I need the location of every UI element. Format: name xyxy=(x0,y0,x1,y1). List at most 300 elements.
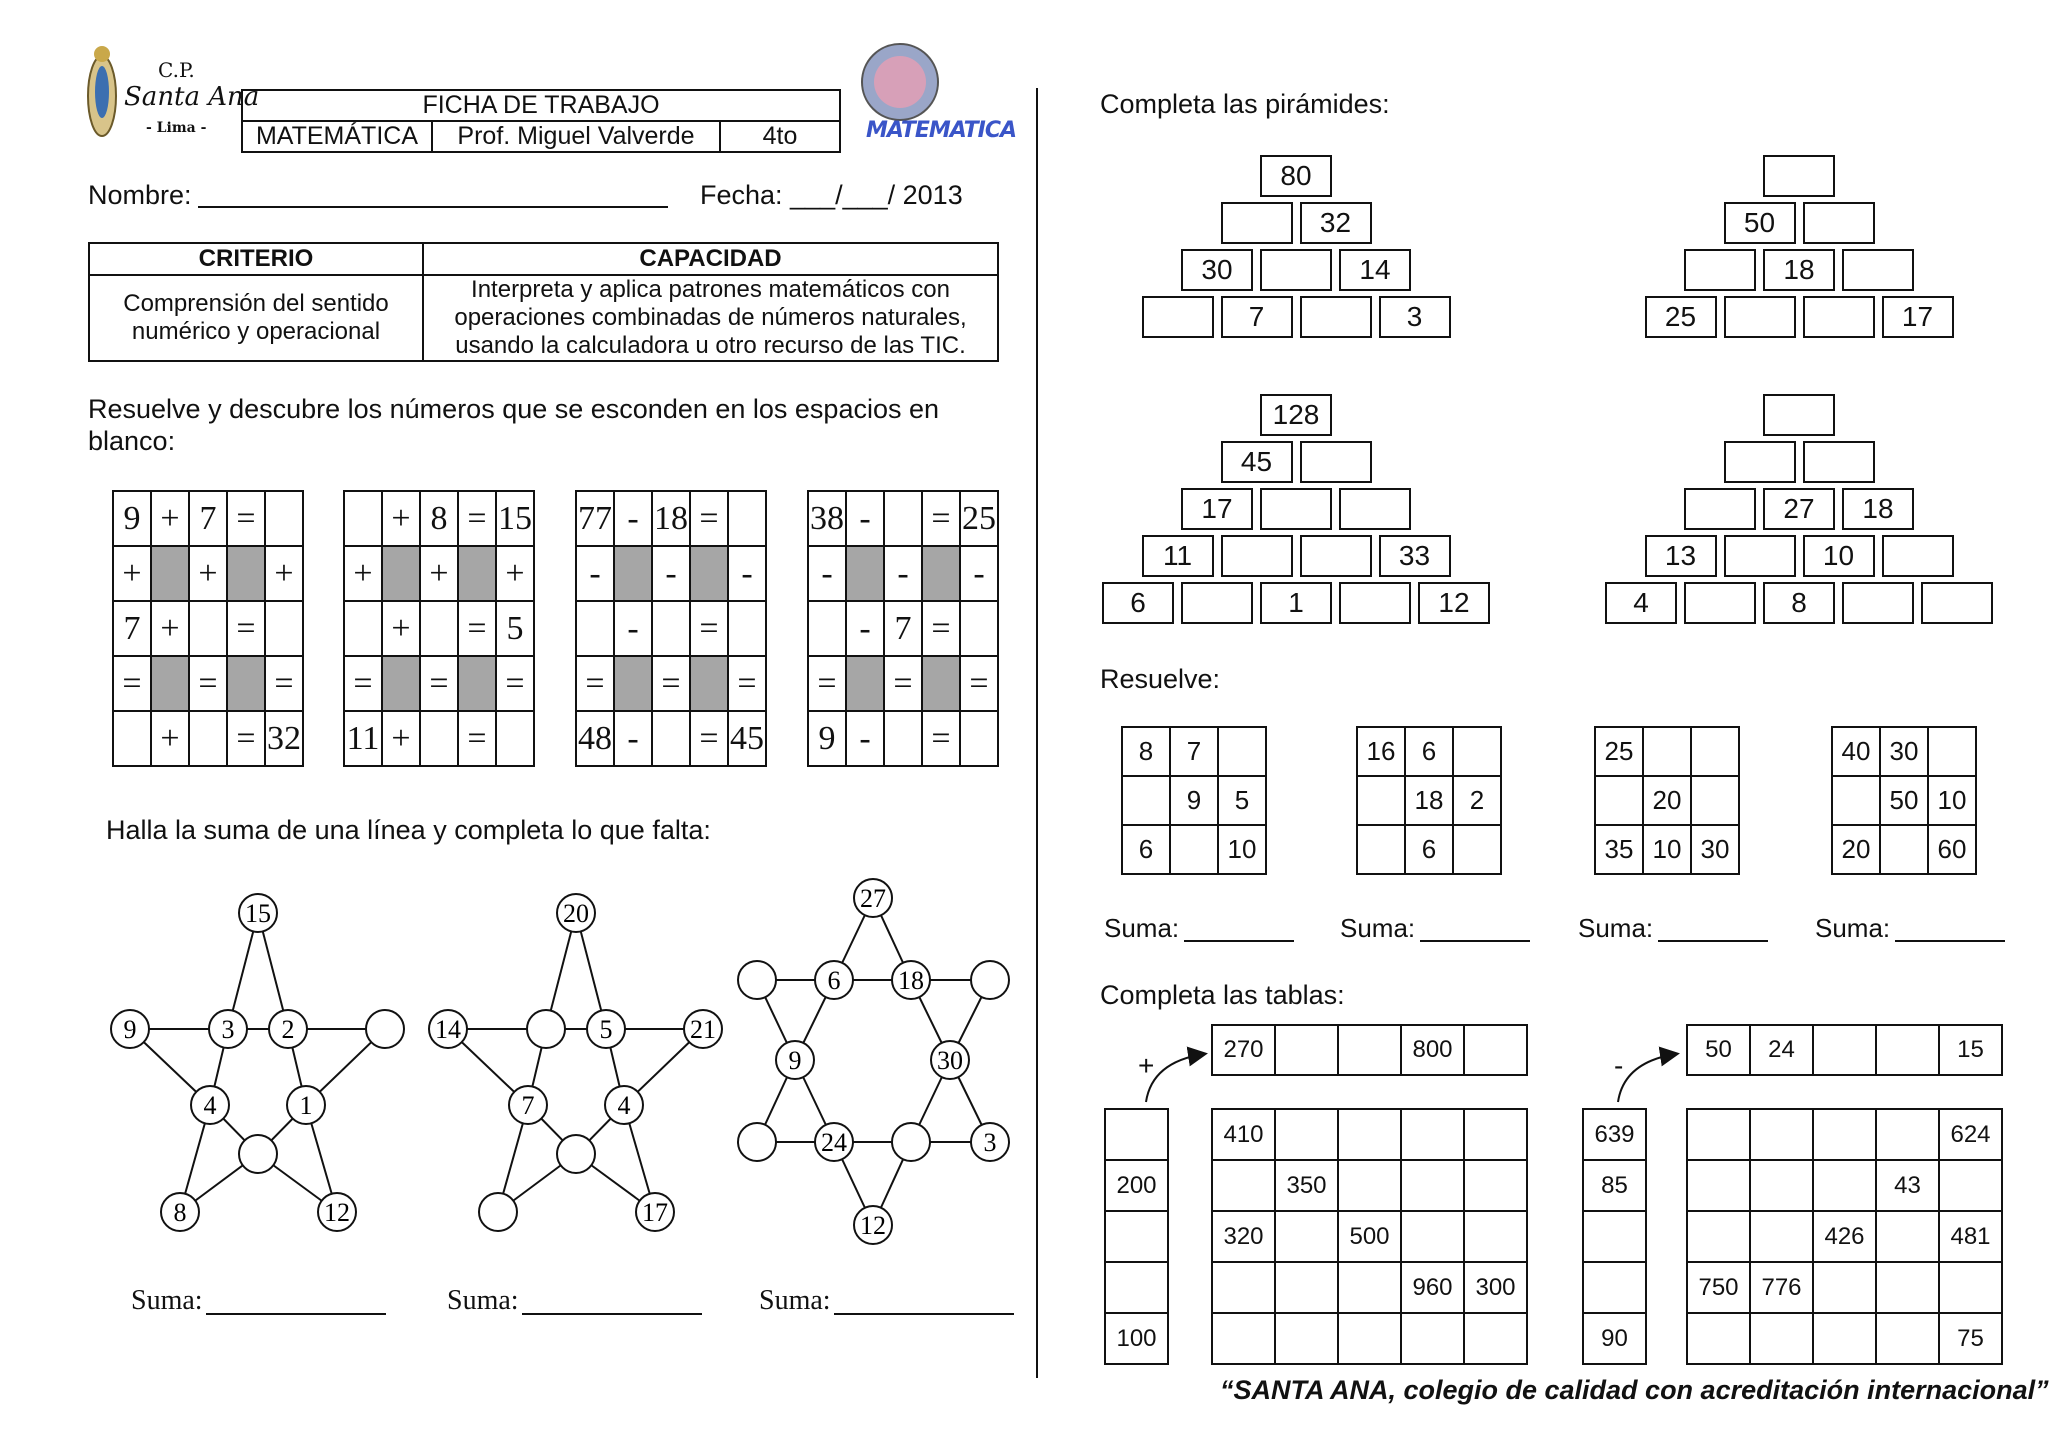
math-logo xyxy=(856,40,1017,150)
grid-cell: = xyxy=(922,711,960,766)
star1-node-label: 12 xyxy=(324,1198,350,1227)
grid-shaded-cell xyxy=(614,656,652,711)
grid-cell: = xyxy=(576,656,614,711)
pyramid-4-brick: 4 xyxy=(1605,582,1677,624)
grid-blank-cell[interactable] xyxy=(652,601,690,656)
grid-blank-cell[interactable] xyxy=(189,711,227,766)
name-label: Nombre: xyxy=(88,180,192,210)
grid-blank-cell[interactable] xyxy=(728,601,766,656)
grid-cell: = xyxy=(227,491,265,546)
grid-cell: - xyxy=(846,711,884,766)
grid-cell: - xyxy=(808,546,846,601)
pyramid-1-brick[interactable] xyxy=(1142,296,1214,338)
square-blank-cell[interactable] xyxy=(1691,727,1739,776)
star2-node-label: 4 xyxy=(617,1091,631,1120)
table2-blank-cell[interactable] xyxy=(1939,1160,2002,1211)
table2-blank-cell[interactable] xyxy=(1583,1262,1646,1313)
table1-blank-cell[interactable] xyxy=(1464,1160,1527,1211)
table2-blank-cell[interactable] xyxy=(1876,1025,1939,1075)
square-blank-cell[interactable] xyxy=(1170,825,1218,874)
square-1-sum-label: Suma: xyxy=(1104,913,1180,943)
star2-node[interactable] xyxy=(557,1135,595,1173)
logo-text-city: - Lima - xyxy=(146,120,207,136)
table1-header-cell: 270 xyxy=(1212,1025,1275,1075)
grid-blank-cell[interactable] xyxy=(344,491,382,546)
square-blank-cell[interactable] xyxy=(1643,727,1691,776)
table2-left-column xyxy=(1582,1108,1647,1365)
grid-shaded-cell xyxy=(151,656,189,711)
section5-instruction: Completa las tablas: xyxy=(1100,980,1345,1010)
square-cell: 5 xyxy=(1218,776,1266,825)
criteria-col2-header: CAPACIDAD xyxy=(423,243,998,275)
star3-node[interactable] xyxy=(971,961,1009,999)
table1-blank-cell[interactable] xyxy=(1464,1211,1527,1262)
logo-text-name: Santa Ana xyxy=(124,82,260,112)
section2-instruction: Halla la suma de una línea y completa lo que falta: xyxy=(106,815,711,845)
school-logo xyxy=(80,30,260,150)
grid-cell: - xyxy=(614,711,652,766)
table1-cell: 410 xyxy=(1212,1109,1275,1160)
grid-blank-cell[interactable] xyxy=(960,711,998,766)
square-blank-cell[interactable] xyxy=(1691,776,1739,825)
table1-blank-cell[interactable] xyxy=(1338,1262,1401,1313)
star3-sum-field[interactable] xyxy=(834,1313,1014,1315)
table1-blank-cell[interactable] xyxy=(1105,1262,1168,1313)
pyramid-3-brick[interactable] xyxy=(1181,582,1253,624)
square-blank-cell[interactable] xyxy=(1928,727,1976,776)
square-cell: 40 xyxy=(1832,727,1880,776)
square-blank-cell[interactable] xyxy=(1122,776,1170,825)
pyramid-3-brick: 6 xyxy=(1102,582,1174,624)
square-2-sum-label: Suma: xyxy=(1340,913,1416,943)
star1-node-label: 4 xyxy=(203,1091,217,1120)
table1-blank-cell[interactable] xyxy=(1338,1160,1401,1211)
grid-shaded-cell xyxy=(922,546,960,601)
pyramid-4-brick[interactable] xyxy=(1763,394,1835,436)
square-cell: 6 xyxy=(1405,727,1453,776)
grid-blank-cell[interactable] xyxy=(884,711,922,766)
grid-cell: + xyxy=(420,546,458,601)
grid-shaded-cell xyxy=(227,656,265,711)
star1-sum-field[interactable] xyxy=(206,1313,386,1315)
arithmetic-grid-2 xyxy=(343,490,535,767)
grid-shaded-cell xyxy=(846,656,884,711)
grid-cell: 18 xyxy=(652,491,690,546)
table1-cell: 500 xyxy=(1338,1211,1401,1262)
pyramid-2-brick[interactable] xyxy=(1842,249,1914,291)
table2-operator: - xyxy=(1614,1050,1624,1081)
footer-motto: “SANTA ANA, colegio de calidad con acreditación internacional” xyxy=(1220,1375,2049,1405)
star1-node[interactable] xyxy=(366,1010,404,1048)
pyramid-4-brick[interactable] xyxy=(1684,582,1756,624)
pyramid-4-brick: 10 xyxy=(1803,535,1875,577)
table1-blank-cell[interactable] xyxy=(1212,1160,1275,1211)
pyramid-1-brick: 30 xyxy=(1181,249,1253,291)
grid-shaded-cell xyxy=(458,656,496,711)
grid-cell: 32 xyxy=(265,711,303,766)
section3-instruction: Completa las pirámides: xyxy=(1100,89,1390,119)
grid-shaded-cell xyxy=(227,546,265,601)
table2-blank-cell[interactable] xyxy=(1876,1109,1939,1160)
table1-blank-cell[interactable] xyxy=(1401,1211,1464,1262)
table2-blank-cell[interactable] xyxy=(1687,1313,1750,1364)
grade-cell: 4to xyxy=(720,121,840,152)
criteria-table xyxy=(88,242,999,362)
square-cell: 30 xyxy=(1691,825,1739,874)
table1-blank-cell[interactable] xyxy=(1212,1262,1275,1313)
table1-blank-cell[interactable] xyxy=(1275,1262,1338,1313)
grid-cell: = xyxy=(458,711,496,766)
table1-blank-cell[interactable] xyxy=(1275,1313,1338,1364)
pyramid-3-brick: 1 xyxy=(1260,582,1332,624)
square-cell: 10 xyxy=(1643,825,1691,874)
square-cell: 25 xyxy=(1595,727,1643,776)
square-cell: 35 xyxy=(1595,825,1643,874)
grid-blank-cell[interactable] xyxy=(960,601,998,656)
grid-cell: + xyxy=(344,546,382,601)
grid-cell: = xyxy=(690,601,728,656)
table2-blank-cell[interactable] xyxy=(1687,1109,1750,1160)
pyramid-1-brick[interactable] xyxy=(1300,296,1372,338)
table2-blank-cell[interactable] xyxy=(1813,1160,1876,1211)
logo-text-cp: C.P. xyxy=(158,58,195,82)
table1-blank-cell[interactable] xyxy=(1464,1313,1527,1364)
star2-sum-field[interactable] xyxy=(522,1313,702,1315)
table2-header-cell: 15 xyxy=(1939,1025,2002,1075)
table1-blank-cell[interactable] xyxy=(1338,1025,1401,1075)
square-blank-cell[interactable] xyxy=(1880,825,1928,874)
grid-shaded-cell xyxy=(382,656,420,711)
star3-sum-label: Suma: xyxy=(759,1285,831,1316)
table2-blank-cell[interactable] xyxy=(1687,1160,1750,1211)
square-cell: 10 xyxy=(1928,776,1976,825)
star1-node-label: 9 xyxy=(123,1015,137,1044)
grid-cell: = xyxy=(227,711,265,766)
table2-blank-cell[interactable] xyxy=(1750,1160,1813,1211)
grid-blank-cell[interactable] xyxy=(265,491,303,546)
square-4-sum-label: Suma: xyxy=(1815,913,1891,943)
pyramid-1-brick[interactable] xyxy=(1221,202,1293,244)
grid-cell: - xyxy=(884,546,922,601)
pyramid-3-brick: 128 xyxy=(1260,394,1332,436)
star2-node-label: 14 xyxy=(435,1015,461,1044)
grid-blank-cell[interactable] xyxy=(265,601,303,656)
table1-body xyxy=(1211,1108,1528,1365)
pyramid-4-brick[interactable] xyxy=(1921,582,1993,624)
pyramid-4-brick[interactable] xyxy=(1724,441,1796,483)
grid-cell: + xyxy=(265,546,303,601)
table1-blank-cell[interactable] xyxy=(1275,1109,1338,1160)
table2-blank-cell[interactable] xyxy=(1813,1109,1876,1160)
table2-header-cell: 50 xyxy=(1687,1025,1750,1075)
star3-node[interactable] xyxy=(892,1123,930,1161)
star1-sum-label: Suma: xyxy=(131,1285,203,1316)
grid-cell: = xyxy=(113,656,151,711)
grid-cell: 38 xyxy=(808,491,846,546)
pyramid-4-brick: 8 xyxy=(1763,582,1835,624)
pyramid-1-brick: 3 xyxy=(1379,296,1451,338)
star2-node-label: 5 xyxy=(599,1015,613,1044)
grid-cell: = xyxy=(922,491,960,546)
table1-blank-cell[interactable] xyxy=(1105,1211,1168,1262)
table1-blank-cell[interactable] xyxy=(1338,1109,1401,1160)
square-1-sum-field[interactable] xyxy=(1184,940,1294,942)
square-cell: 7 xyxy=(1170,727,1218,776)
star1-node-label: 2 xyxy=(281,1015,295,1044)
table2-header-cell: 85 xyxy=(1583,1160,1646,1211)
table1-blank-cell[interactable] xyxy=(1464,1025,1527,1075)
grid-cell: 77 xyxy=(576,491,614,546)
table1-cell: 300 xyxy=(1464,1262,1527,1313)
pyramid-2-brick[interactable] xyxy=(1803,202,1875,244)
star2-node[interactable] xyxy=(527,1010,565,1048)
table2-cell: 426 xyxy=(1813,1211,1876,1262)
pyramid-1-brick: 80 xyxy=(1260,155,1332,197)
grid-cell: 11 xyxy=(344,711,382,766)
grid-cell: 5 xyxy=(496,601,534,656)
grid-cell: - xyxy=(728,546,766,601)
star1-node-label: 3 xyxy=(221,1015,235,1044)
grid-cell: 8 xyxy=(420,491,458,546)
grid-blank-cell[interactable] xyxy=(113,711,151,766)
pyramid-1-brick[interactable] xyxy=(1260,249,1332,291)
pyramid-3-brick[interactable] xyxy=(1339,582,1411,624)
grid-cell: 9 xyxy=(113,491,151,546)
table2-cell: 481 xyxy=(1939,1211,2002,1262)
table1-blank-cell[interactable] xyxy=(1275,1211,1338,1262)
table2-blank-cell[interactable] xyxy=(1876,1262,1939,1313)
square-blank-cell[interactable] xyxy=(1357,825,1405,874)
square-cell: 16 xyxy=(1357,727,1405,776)
grid-blank-cell[interactable] xyxy=(652,711,690,766)
pyramid-4-brick[interactable] xyxy=(1803,441,1875,483)
table2-blank-cell[interactable] xyxy=(1750,1109,1813,1160)
grid-cell: = xyxy=(420,656,458,711)
pyramid-3-brick: 11 xyxy=(1142,535,1214,577)
table2-blank-cell[interactable] xyxy=(1939,1262,2002,1313)
grid-blank-cell[interactable] xyxy=(808,601,846,656)
grid-blank-cell[interactable] xyxy=(420,601,458,656)
pyramid-3-brick[interactable] xyxy=(1339,488,1411,530)
grid-cell: = xyxy=(808,656,846,711)
pyramid-3-brick: 33 xyxy=(1379,535,1451,577)
table2-blank-cell[interactable] xyxy=(1813,1313,1876,1364)
table2-blank-cell[interactable] xyxy=(1750,1313,1813,1364)
pyramid-2-brick[interactable] xyxy=(1803,296,1875,338)
square-blank-cell[interactable] xyxy=(1832,776,1880,825)
grid-shaded-cell xyxy=(151,546,189,601)
date-label: Fecha: ___/___/ 2013 xyxy=(700,180,963,210)
table2-blank-cell[interactable] xyxy=(1813,1262,1876,1313)
grid-cell: 45 xyxy=(728,711,766,766)
pyramid-1-brick: 7 xyxy=(1221,296,1293,338)
square-blank-cell[interactable] xyxy=(1453,727,1501,776)
math-logo-text: MATEMATICA xyxy=(866,118,1017,143)
section4-instruction: Resuelve: xyxy=(1100,664,1221,694)
grid-cell: 7 xyxy=(189,491,227,546)
star1-node-label: 8 xyxy=(173,1198,187,1227)
square-cell: 2 xyxy=(1453,776,1501,825)
table2-blank-cell[interactable] xyxy=(1583,1211,1646,1262)
grid-cell: 25 xyxy=(960,491,998,546)
square-4-sum-field[interactable] xyxy=(1895,940,2005,942)
table1-cell: 350 xyxy=(1275,1160,1338,1211)
star3-node-label: 24 xyxy=(821,1128,847,1157)
square-3-sum-label: Suma: xyxy=(1578,913,1654,943)
square-cell: 50 xyxy=(1880,776,1928,825)
grid-blank-cell[interactable] xyxy=(884,491,922,546)
table1-left-column xyxy=(1104,1108,1169,1365)
table1-blank-cell[interactable] xyxy=(1401,1313,1464,1364)
grid-blank-cell[interactable] xyxy=(420,711,458,766)
grid-cell: - xyxy=(846,491,884,546)
pyramid-4-brick: 13 xyxy=(1645,535,1717,577)
table2-cell: 43 xyxy=(1876,1160,1939,1211)
grid-cell: = xyxy=(960,656,998,711)
section1-instruction: Resuelve y descubre los números que se esconden en los espacios en blanco: xyxy=(88,394,940,456)
square-2-sum-field[interactable] xyxy=(1420,940,1530,942)
magic-square-3 xyxy=(1594,726,1740,875)
grid-shaded-cell xyxy=(690,546,728,601)
pyramid-3-brick[interactable] xyxy=(1300,441,1372,483)
grid-cell: + xyxy=(151,601,189,656)
pyramid-3-brick: 17 xyxy=(1181,488,1253,530)
star1-node[interactable] xyxy=(239,1135,277,1173)
table1-blank-cell[interactable] xyxy=(1338,1313,1401,1364)
pyramid-3-brick: 12 xyxy=(1418,582,1490,624)
star3-node-label: 12 xyxy=(860,1211,886,1240)
table1-blank-cell[interactable] xyxy=(1275,1025,1338,1075)
grid-blank-cell[interactable] xyxy=(728,491,766,546)
grid-cell: = xyxy=(652,656,690,711)
table1-blank-cell[interactable] xyxy=(1401,1160,1464,1211)
table2-cell: 776 xyxy=(1750,1262,1813,1313)
grid-cell: = xyxy=(458,491,496,546)
criteria-col2-text: Interpreta y aplica patrones matemáticos con operaciones combinadas de números naturales, usando la calculadora u otro recurso de las TIC. xyxy=(423,275,998,361)
criteria-col1-text: Comprensión del sentido numérico y operacional xyxy=(89,275,423,361)
grid-cell: = xyxy=(884,656,922,711)
table2-body xyxy=(1686,1108,2003,1365)
star2-node-label: 20 xyxy=(563,899,589,928)
arrow-icon xyxy=(1146,1054,1204,1102)
arrow-icon xyxy=(1618,1054,1676,1102)
worksheet-header-table xyxy=(241,89,841,153)
pyramid-4-brick: 27 xyxy=(1763,488,1835,530)
table1-operator: + xyxy=(1138,1050,1155,1081)
table1-blank-cell[interactable] xyxy=(1464,1109,1527,1160)
grid-blank-cell[interactable] xyxy=(344,601,382,656)
square-blank-cell[interactable] xyxy=(1595,776,1643,825)
star3-node[interactable] xyxy=(738,1123,776,1161)
table1-blank-cell[interactable] xyxy=(1105,1109,1168,1160)
pyramid-4-brick[interactable] xyxy=(1882,535,1954,577)
square-cell: 6 xyxy=(1122,825,1170,874)
square-blank-cell[interactable] xyxy=(1218,727,1266,776)
table2-cell: 75 xyxy=(1939,1313,2002,1364)
table2-blank-cell[interactable] xyxy=(1813,1025,1876,1075)
grid-blank-cell[interactable] xyxy=(576,601,614,656)
grid-shaded-cell xyxy=(382,546,420,601)
grid-blank-cell[interactable] xyxy=(496,711,534,766)
grid-cell: - xyxy=(614,601,652,656)
table1-header-cell: 100 xyxy=(1105,1313,1168,1364)
pyramid-3-brick[interactable] xyxy=(1221,535,1293,577)
pyramid-1-brick: 32 xyxy=(1300,202,1372,244)
square-cell: 9 xyxy=(1170,776,1218,825)
grid-cell: + xyxy=(496,546,534,601)
grid-shaded-cell xyxy=(922,656,960,711)
square-cell: 6 xyxy=(1405,825,1453,874)
table2-blank-cell[interactable] xyxy=(1687,1211,1750,1262)
grid-cell: 7 xyxy=(884,601,922,656)
grid-cell: - xyxy=(614,491,652,546)
square-blank-cell[interactable] xyxy=(1357,776,1405,825)
star2-node-label: 21 xyxy=(690,1015,716,1044)
star1-node-label: 15 xyxy=(245,899,271,928)
pyramid-2-brick[interactable] xyxy=(1684,249,1756,291)
pyramid-4-brick[interactable] xyxy=(1724,535,1796,577)
magic-square-2 xyxy=(1356,726,1502,875)
pyramid-3-brick[interactable] xyxy=(1300,535,1372,577)
table2-blank-cell[interactable] xyxy=(1750,1211,1813,1262)
pyramid-2-brick[interactable] xyxy=(1724,296,1796,338)
star2-node[interactable] xyxy=(479,1193,517,1231)
grid-cell: = xyxy=(265,656,303,711)
star2-node-label: 7 xyxy=(521,1091,535,1120)
grid-cell: + xyxy=(151,711,189,766)
grid-shaded-cell xyxy=(614,546,652,601)
square-blank-cell[interactable] xyxy=(1453,825,1501,874)
grid-cell: = xyxy=(344,656,382,711)
magic-square-4 xyxy=(1831,726,1977,875)
table2-blank-cell[interactable] xyxy=(1876,1313,1939,1364)
table2-header-cell: 24 xyxy=(1750,1025,1813,1075)
arithmetic-grid-3 xyxy=(575,490,767,767)
pyramid-3-brick: 45 xyxy=(1221,441,1293,483)
table2-blank-cell[interactable] xyxy=(1876,1211,1939,1262)
pyramid-4-brick[interactable] xyxy=(1684,488,1756,530)
square-cell: 8 xyxy=(1122,727,1170,776)
table1-blank-cell[interactable] xyxy=(1401,1109,1464,1160)
grid-cell: - xyxy=(652,546,690,601)
grid-cell: = xyxy=(690,491,728,546)
star3-node-label: 27 xyxy=(860,884,886,913)
page-divider xyxy=(1036,88,1038,1378)
star3-node-label: 30 xyxy=(937,1046,963,1075)
grid-cell: = xyxy=(458,601,496,656)
table1-cell: 320 xyxy=(1212,1211,1275,1262)
square-3-sum-field[interactable] xyxy=(1658,940,1768,942)
grid-cell: + xyxy=(382,601,420,656)
pyramid-2-brick: 18 xyxy=(1763,249,1835,291)
grid-blank-cell[interactable] xyxy=(189,601,227,656)
table1-blank-cell[interactable] xyxy=(1212,1313,1275,1364)
star3-node[interactable] xyxy=(738,961,776,999)
grid-cell: + xyxy=(382,711,420,766)
star1-node-label: 1 xyxy=(299,1091,313,1120)
grid-shaded-cell xyxy=(690,656,728,711)
arithmetic-grid-1 xyxy=(112,490,304,767)
pyramid-2-brick[interactable] xyxy=(1763,155,1835,197)
name-field[interactable] xyxy=(198,206,668,208)
grid-cell: - xyxy=(576,546,614,601)
magic-square-1 xyxy=(1121,726,1267,875)
grid-cell: 15 xyxy=(496,491,534,546)
pyramid-3-brick[interactable] xyxy=(1260,488,1332,530)
grid-shaded-cell xyxy=(458,546,496,601)
pyramid-4-brick[interactable] xyxy=(1842,582,1914,624)
grid-cell: = xyxy=(690,711,728,766)
